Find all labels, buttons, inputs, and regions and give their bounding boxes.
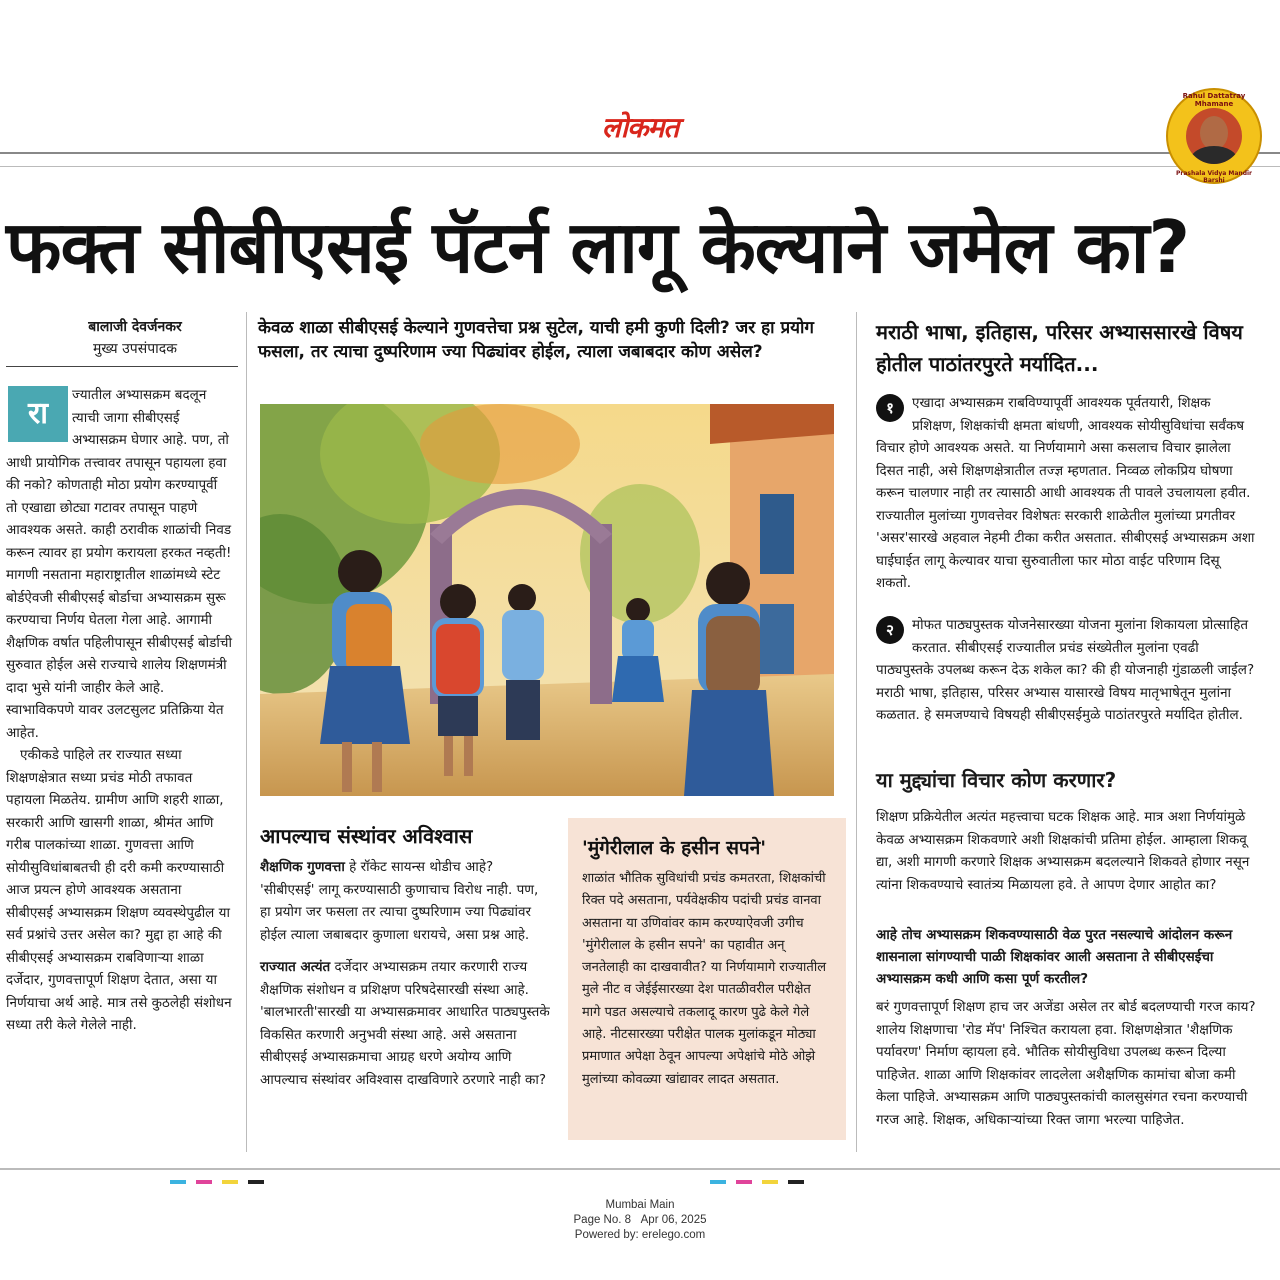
point-1 xyxy=(876,392,1256,595)
school-children-illustration xyxy=(260,404,834,796)
article-illustration xyxy=(260,404,834,796)
registration-mark xyxy=(762,1180,778,1184)
point-2-text: मोफत पाठ्यपुस्तक योजनेसारख्या योजना मुलांना शिकायला प्रोत्साहित करतात. सीबीएसई राज्यातील प्रचंड संख्येतील मुलांना एवढी पाठ्यपुस्तके उपलब्ध करून देऊ शकेल का? की ही योजनाही गुंडाळली जाईल? मराठी भाषा, इतिहास, परिसर अभ्यास यासारखे विषय मातृभाषेतून मुलांना कळतात. हे समजण्याचे विषयही सीबीएसईमुळे पाठांतरपुरते मर्यादित होतील. xyxy=(876,617,1255,723)
section2-p2: दर्जेदार अभ्यासक्रम तयार करणारी राज्य शैक्षणिक संशोधन व प्रशिक्षण परिषदेसारखी संस्था आहे. 'बालभारती'सारखी या अभ्यासक्रमावर आधारित पाठ्यपुस्तके विकसित करणारी अनुभवी संस्था आहे. असे असताना सीबीएसई अभ्यासक्रमाचा आग्रह धरणे अयोग्य आणि आपल्याच संस्थांवर अविश्वास दाखविणारे ठरणारे नाही का? xyxy=(260,959,550,1088)
column-divider xyxy=(246,312,247,1152)
column-1 xyxy=(6,384,232,1037)
page-footer xyxy=(0,1198,1280,1243)
section2-p2-lead: राज्यात अत्यंत xyxy=(260,959,331,975)
top-rule xyxy=(0,152,1280,154)
registration-mark xyxy=(170,1180,186,1184)
point-1-text: एखादा अभ्यासक्रम राबविण्यापूर्वी आवश्यक पूर्वतयारी, शिक्षक प्रशिक्षण, शिक्षकांची क्षमता बांधणी, आवश्यक सोयीसुविधांचा सर्वंकष विचार होणे आवश्यक असते. या निर्णयामागे असा कसलाच विचार झालेला दिसत नाही, असे शिक्षणक्षेत्रातील तज्ज्ञ म्हणतात. निव्वळ लोकप्रिय घोषणा करून चालणार नाही तर त्यासाठी आधी आवश्यक ती पावले उचलायला हवीत. राज्यातील मुलांच्या गुणवत्तेवर विशेषतः सरकारी शाळेतील मुलांच्या प्रगतीवर 'असर'सारखे अहवाल नेहमी टीका करीत असतात. सीबीएसई अभ्यासक्रम अशा घाईघाईत लागू केल्यावर याचा सुरुवातीला फार मोठा वाईट परिणाम दिसू शकतो. xyxy=(876,395,1255,591)
footer-powered[interactable]: Powered by: erelego.com xyxy=(574,1229,706,1241)
right-para-4: बरं गुणवत्तापूर्ण शिक्षण हाच जर अजेंडा असेल तर बोर्ड बदलण्याची गरज काय? शालेय शिक्षणाचा 'रोड मॅप' निश्चित करायला हवा. शिक्षणक्षेत्रात 'शैक्षणिक पर्यावरण' निर्माण व्हायला हवे. भौतिक सोयीसुविधा उपलब्ध करून दिल्या पाहिजेत. शाळा आणि शिक्षकांवर लादलेला अशैक्षणिक कामांचा बोजा कमी केला पाहिजे. अभ्यासक्रम आणि पाठ्यपुस्तकांची कालसुसंगत रचना करण्याची गरज आहे. शिक्षक, अधिकाऱ्यांच्या रिक्त जागा भरल्या पाहिजेत. xyxy=(876,999,1256,1128)
masthead xyxy=(0,108,1280,146)
footer-edition: Mumbai Main xyxy=(605,1199,675,1211)
point-2 xyxy=(876,614,1256,727)
section2-p1-lead: शैक्षणिक गुणवत्ता xyxy=(260,859,345,875)
author-badge xyxy=(1166,88,1262,184)
byline-author: बालाजी देवर्जनकर xyxy=(88,319,182,335)
sidebar-box xyxy=(568,818,846,1140)
col1-para1: ज्यातील अभ्यासक्रम बदलून त्याची जागा सीबीएसई अभ्यासक्रम घेणार आहे. पण, तो आधी प्रायोगिक तत्त्वावर तपासून पहायला हवा की नको? कोणताही मोठा प्रयोग करण्यापूर्वी तो एखाद्या छोट्या गटावर तपासून पाहणे आवश्यक असते. काही ठरावीक शाळांची निवड करून त्यावर हा प्रयोग करायला हरकत नव्हती! मागणी नसताना महाराष्ट्रातील शाळांमध्ये स्टेट बोर्डऐवजी सीबीएसई बोर्डाचा अभ्यासक्रम सुरू करण्याचा निर्णय घेतला गेला आहे. आगामी शैक्षणिक वर्षात पहिलीपासून सीबीएसई बोर्डाची सुरुवात होईल असे राज्याचे शालेय शिक्षणमंत्री दादा भुसे यांनी जाहीर केले आहे. स्वाभाविकपणे यावर उलटसुलट प्रतिक्रिया येत आहेत. xyxy=(6,387,232,741)
right-para-3: शिक्षण प्रक्रियेतील अत्यंत महत्त्वाचा घटक शिक्षक आहे. मात्र अशा निर्णयांमुळे केवळ अभ्यासक्रम शिकवणारे अशी शिक्षकांची प्रतिमा होईल. आम्हाला शिकवू द्या, अशी मागणी करणारे शिक्षक अभ्यासक्रम बदलल्याने शिकवते होणार नसून त्यांना शिकवण्याचे स्वातंत्र्य मिळायला हवे. ते आपण देणार आहोत का? xyxy=(876,809,1250,893)
registration-mark xyxy=(710,1180,726,1184)
byline xyxy=(40,316,230,360)
sidebar-text: शाळांत भौतिक सुविधांची प्रचंड कमतरता, शिक्षकांची रिक्त पदे असताना, पर्यवेक्षकीय पदांची प्रचंड वानवा असताना या उणिवांवर काम करण्याऐवजी उगीच 'मुंगेरीलाल के हसीन सपने' का पहावीत अन् जनतेलाही का दाखवावीत? या निर्णयामागे राज्यातील मुले नीट व जेईईसारख्या देश पातळीवरील परीक्षेत मागे पडत असल्याचे तकलादू कारण पुढे केले गेले आहे. नीटसारख्या परीक्षेत पालक मुलांकडून मोठ्या प्रमाणात अपेक्षा ठेवून आपल्या अपेक्षांचे मोठे ओझे मुलांच्या कोवळ्या खांद्यावर लादत असतात. xyxy=(582,871,827,1087)
section2-p1: हे रॉकेट सायन्स थोडीच आहे? 'सीबीएसई' लागू करण्यासाठी कुणाचाच विरोध नाही. पण, हा प्रयोग जर फसला तर त्याचा दुष्परिणाम ज्या पिढ्यांवर होईल त्याला जबाबदार कुणाला धरायचे, असा प्रश्न आहे. xyxy=(260,859,539,943)
byline-designation: मुख्य उपसंपादक xyxy=(93,341,177,357)
sidebar-heading: 'मुंगेरीलाल के हसीन सपने' xyxy=(582,837,767,859)
right-heading-1: मराठी भाषा, इतिहास, परिसर अभ्याससारखे विषय होतील पाठांतरपुरते मर्यादित... xyxy=(876,320,1243,376)
registration-mark xyxy=(788,1180,804,1184)
lokmat-logo: लोकमत xyxy=(601,111,679,144)
byline-rule xyxy=(6,366,238,367)
bottom-rule xyxy=(0,1168,1280,1170)
section-heading: आपल्याच संस्थांवर अविश्वास xyxy=(260,824,473,848)
dropcap: रा xyxy=(8,386,68,442)
footer-page-date xyxy=(0,1213,1280,1228)
badge-name: Rahul Dattatray Mhamane xyxy=(1182,92,1246,108)
deck: केवळ शाळा सीबीएसई केल्याने गुणवत्तेचा प्रश्न सुटेल, याची हमी कुणी दिली? जर हा प्रयोग फसला, तर त्याचा दुष्परिणाम ज्या पिढ्यांवर होईल, त्याला जबाबदार कोण असेल? xyxy=(258,318,814,362)
col1-para2: एकीकडे पाहिले तर राज्यात सध्या शिक्षणक्षेत्रात सध्या प्रचंड मोठी तफावत पहायला मिळतेय. ग्रामीण आणि शहरी शाळा, सरकारी आणि खासगी शाळा, श्रीमंत आणि गरीब पालकांच्या शाळा. गुणवत्ता आणि सोयीसुविधांबाबतची ही दरी कमी करण्यासाठी आज प्रयत्न होणे आवश्यक असताना सीबीएसई अभ्यासक्रम शिक्षण व्यवस्थेपुढील या सर्व प्रश्नांचे उत्तर असेल का? मुद्दा हा आहे की सीबीएसई अभ्यासक्रम राबविणाऱ्या शाळा दर्जेदार, गुणवत्तापूर्ण शिक्षण देतात, असा या निर्णयाचा अर्थ आहे. मात्र तसे कुठलेही संशोधन सध्या तरी केले गेलेले नाही. xyxy=(6,747,232,1033)
footer-page: Page No. 8 xyxy=(573,1214,632,1226)
footer-date: Apr 06, 2025 xyxy=(640,1214,707,1226)
right-heading-2: या मुद्द्यांचा विचार कोण करणार? xyxy=(876,768,1117,792)
registration-mark xyxy=(736,1180,752,1184)
registration-mark xyxy=(248,1180,264,1184)
top-rule-thin xyxy=(0,166,1280,167)
badge-portrait xyxy=(1186,108,1242,164)
point-number-2: २ xyxy=(876,616,904,644)
portrait-body xyxy=(1190,146,1238,164)
right-question: आहे तोच अभ्यासक्रम शिकवण्यासाठी वेळ पुरत नसल्याचे आंदोलन करून शासनाला सांगण्याची पाळी शिक्षकांवर आली असताना ते सीबीएसईचा अभ्यासक्रम कधी आणि कसा पूर्ण करतील? xyxy=(876,927,1233,987)
registration-mark xyxy=(222,1180,238,1184)
registration-mark xyxy=(196,1180,212,1184)
column-2 xyxy=(260,856,550,1091)
headline: फक्त सीबीएसई पॅटर्न लागू केल्याने जमेल का? xyxy=(6,205,1190,289)
column-divider xyxy=(856,312,857,1152)
portrait-face xyxy=(1200,116,1228,150)
point-number-1: १ xyxy=(876,394,904,422)
badge-school: Prashala Vidya Mandir Barshi xyxy=(1175,170,1253,184)
